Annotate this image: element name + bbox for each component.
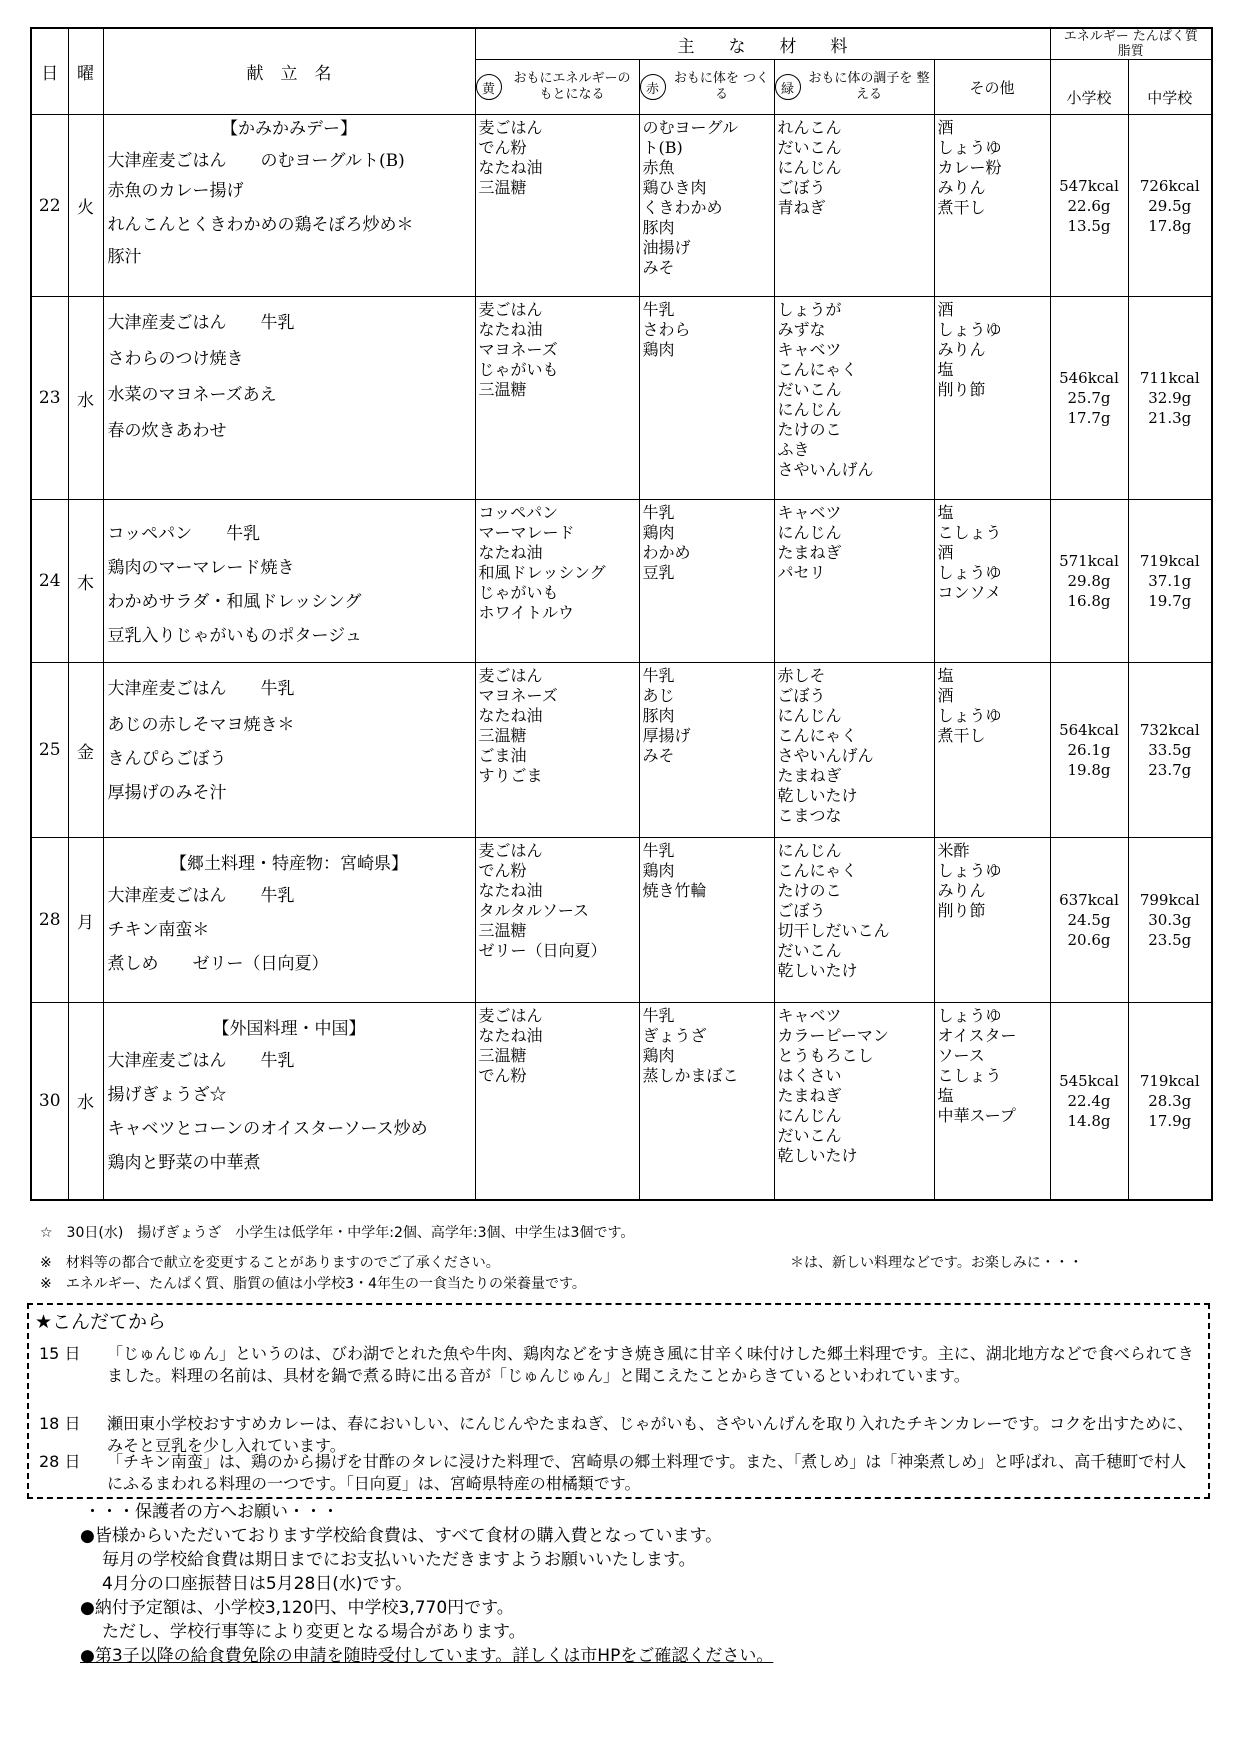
other-ingredients: 酒 しょうゆ みりん 塩 削り節: [934, 297, 1050, 500]
red-ingredients: 牛乳 さわら 鶏肉: [639, 297, 774, 500]
green-ingredients: キャベツ にんじん たまねぎ パセリ: [774, 500, 934, 663]
other-ingredients: 塩 こしょう 酒 しょうゆ コンソメ: [934, 500, 1050, 663]
dish: 大津産麦ごはん 牛乳: [107, 313, 295, 333]
dish: わかめサラダ・和風ドレッシング: [107, 592, 362, 612]
parents-line: ●納付予定額は、小学校3,120円、中学校3,770円です。: [80, 1598, 514, 1618]
day-cell: 30: [31, 1003, 68, 1200]
komdan-entry: [39, 1451, 1199, 1495]
dishes-cell: [103, 1003, 475, 1200]
note-star: ☆ 30日(水) 揚げぎょうざ 小学生は低学年・中学年:2個、高学年:3個、中学生は3個です。: [40, 1225, 635, 1241]
dish: 水菜のマヨネーズあえ: [107, 385, 277, 405]
dishes-cell: [103, 838, 475, 1003]
header-junior-high: 中学校: [1128, 60, 1212, 115]
komdan-entry-date: 15 日: [39, 1344, 81, 1363]
dish: 煮しめ ゼリー（日向夏）: [107, 954, 329, 974]
yellow-ingredients: 麦ごはん なたね油 三温糖 でん粉: [475, 1003, 639, 1200]
elementary-nutrition: 546kcal 25.7g 17.7g: [1050, 297, 1128, 500]
komdan-entry-text: 「チキン南蛮」は、鶏のから揚げを甘酢のタレに浸けた料理で、宮崎県の郷土料理です。また、「煮しめ」は「神楽煮しめ」と呼ばれ、高千穂町で村人にふるまわれる料理の一つです。「日向夏」は、宮崎県特産の柑橘類です。: [107, 1452, 1187, 1493]
event-title: 【かみかみデー】: [221, 119, 357, 139]
red-ingredients: 牛乳 ぎょうざ 鶏肉 蒸しかまぼこ: [639, 1003, 774, 1200]
dish: きんぴらごぼう: [107, 749, 227, 769]
junior-high-nutrition: 711kcal 32.9g 21.3g: [1128, 297, 1212, 500]
dish: 大津産麦ごはん 牛乳: [107, 886, 295, 906]
day-cell: 25: [31, 663, 68, 838]
dish: 鶏肉と野菜の中華煮: [107, 1153, 261, 1173]
elementary-nutrition: 545kcal 22.4g 14.8g: [1050, 1003, 1128, 1200]
junior-high-nutrition: 719kcal 28.3g 17.9g: [1128, 1003, 1212, 1200]
green-mark-icon: 緑: [775, 74, 801, 100]
header-cat-other: その他: [934, 60, 1050, 115]
dish: キャベツとコーンのオイスターソース炒め: [107, 1119, 428, 1139]
table-row: [31, 297, 1212, 500]
yellow-mark-icon: 黄: [476, 74, 502, 100]
dishes-cell: [103, 663, 475, 838]
junior-high-nutrition: 726kcal 29.5g 17.8g: [1128, 115, 1212, 297]
elementary-nutrition: 547kcal 22.6g 13.5g: [1050, 115, 1128, 297]
table-row: [31, 663, 1212, 838]
green-ingredients: キャベツ カラーピーマン とうもろこし はくさい たまねぎ にんじん だいこん 乾しいたけ: [774, 1003, 934, 1200]
dish: 大津産麦ごはん のむヨーグルト(B): [107, 151, 405, 171]
green-ingredients: しょうが みずな キャベツ こんにゃく だいこん にんじん たけのこ ふき さやいんげん: [774, 297, 934, 500]
elementary-nutrition: 564kcal 26.1g 19.8g: [1050, 663, 1128, 838]
header-dow: 曜: [68, 28, 103, 115]
dow-cell: 木: [68, 500, 103, 663]
komdan-entry-text: 「じゅんじゅん」というのは、びわ湖でとれた魚や牛肉、鶏肉などをすき焼き風に甘辛く味付けした郷土料理です。主に、湖北地方などで食べられてきました。料理の名前は、具材を鍋で煮る時に出る音が「じゅんじゅん」と聞こえたことからきているといわれています。: [107, 1344, 1194, 1385]
red-ingredients: のむヨーグル ト(B) 赤魚 鶏ひき肉 くきわかめ 豚肉 油揚げ みそ: [639, 115, 774, 297]
parents-line: ●皆様からいただいております学校給食費は、すべて食材の購入費となっています。: [80, 1526, 723, 1546]
komdan-entry: [39, 1343, 1199, 1409]
dish: れんこんとくきわかめの鶏そぼろ炒め＊: [107, 215, 414, 235]
dish: コッペパン 牛乳: [107, 524, 261, 544]
dish: 揚げぎょうざ☆: [107, 1085, 227, 1105]
dish: あじの赤しそマヨ焼き＊: [107, 715, 295, 735]
komdan-entry-date: 28 日: [39, 1452, 81, 1471]
header-main-ingredients: 主 な 材 料: [475, 28, 1050, 60]
green-ingredients: にんじん こんにゃく たけのこ ごぼう 切干しだいこん だいこん 乾しいたけ: [774, 838, 934, 1003]
red-ingredients: 牛乳 あじ 豚肉 厚揚げ みそ: [639, 663, 774, 838]
parents-title: ・・・保護者の方へお願い・・・: [84, 1502, 339, 1522]
header-cat-red: 赤 おもに体を つくる: [639, 60, 774, 115]
parents-section: [80, 1500, 773, 1668]
dish: 大津産麦ごはん 牛乳: [107, 679, 295, 699]
note-asterisk: ＊は、新しい料理などです。お楽しみに・・・: [790, 1255, 1083, 1271]
other-ingredients: しょうゆ オイスター ソース こしょう 塩 中華スープ: [934, 1003, 1050, 1200]
dishes-cell: [103, 297, 475, 500]
day-cell: 23: [31, 297, 68, 500]
table-row: [31, 500, 1212, 663]
dish: 赤魚のカレー揚げ: [107, 181, 244, 201]
dish: 鶏肉のマーマレード焼き: [107, 558, 295, 578]
yellow-ingredients: 麦ごはん マヨネーズ なたね油 三温糖 ごま油 すりごま: [475, 663, 639, 838]
note-nutrition: ※ エネルギー、たんぱく質、脂質の値は小学校3・4年生の一食当たりの栄養量です。: [40, 1276, 586, 1292]
dow-cell: 水: [68, 1003, 103, 1200]
header-nutrition: エネルギー たんぱく質 脂質: [1050, 28, 1212, 60]
red-ingredients: 牛乳 鶏肉 焼き竹輪: [639, 838, 774, 1003]
dow-cell: 火: [68, 115, 103, 297]
junior-high-nutrition: 732kcal 33.5g 23.7g: [1128, 663, 1212, 838]
day-cell: 22: [31, 115, 68, 297]
dish: 豚汁: [107, 247, 142, 267]
header-elementary: 小学校: [1050, 60, 1128, 115]
dish: さわらのつけ焼き: [107, 349, 244, 369]
parents-line: 4月分の口座振替日は5月28日(水)です。: [102, 1574, 413, 1594]
elementary-nutrition: 571kcal 29.8g 16.8g: [1050, 500, 1128, 663]
dow-cell: 水: [68, 297, 103, 500]
other-ingredients: 酒 しょうゆ カレー粉 みりん 煮干し: [934, 115, 1050, 297]
header-cat-yellow: 黄 おもにエネルギーの もとになる: [475, 60, 639, 115]
dish: 大津産麦ごはん 牛乳: [107, 1051, 295, 1071]
menu-table: [30, 27, 1213, 1201]
yellow-ingredients: 麦ごはん でん粉 なたね油 三温糖: [475, 115, 639, 297]
elementary-nutrition: 637kcal 24.5g 20.6g: [1050, 838, 1128, 1003]
parents-line: ただし、学校行事等により変更となる場合があります。: [102, 1622, 526, 1642]
event-title: 【郷土料理・特産物：宮崎県】: [170, 854, 408, 874]
other-ingredients: 塩 酒 しょうゆ 煮干し: [934, 663, 1050, 838]
dish: 春の炊きあわせ: [107, 421, 227, 441]
day-cell: 24: [31, 500, 68, 663]
note-change: ※ 材料等の都合で献立を変更することがありますのでご了承ください。: [40, 1255, 500, 1271]
header-menu-name: 献 立 名: [103, 28, 475, 115]
dow-cell: 金: [68, 663, 103, 838]
header-cat-green: 緑 おもに体の調子を 整える: [774, 60, 934, 115]
dish: 厚揚げのみそ汁: [107, 783, 227, 803]
table-row: [31, 1003, 1212, 1200]
dish: 豆乳入りじゃがいものポタージュ: [107, 626, 362, 646]
red-mark-icon: 赤: [640, 74, 666, 100]
dishes-cell: [103, 115, 475, 297]
green-ingredients: れんこん だいこん にんじん ごぼう 青ねぎ: [774, 115, 934, 297]
junior-high-nutrition: 799kcal 30.3g 23.5g: [1128, 838, 1212, 1003]
parents-line: 毎月の学校給食費は期日までにお支払いいただきますようお願いいたします。: [102, 1550, 696, 1570]
yellow-ingredients: コッペパン マーマレード なたね油 和風ドレッシング じゃがいも ホワイトルウ: [475, 500, 639, 663]
table-row: [31, 115, 1212, 297]
green-ingredients: 赤しそ ごぼう にんじん こんにゃく さやいんげん たまねぎ 乾しいたけ こまつな: [774, 663, 934, 838]
red-ingredients: 牛乳 鶏肉 わかめ 豆乳: [639, 500, 774, 663]
dishes-cell: [103, 500, 475, 663]
header-day: 日: [31, 28, 68, 115]
junior-high-nutrition: 719kcal 37.1g 19.7g: [1128, 500, 1212, 663]
other-ingredients: 米酢 しょうゆ みりん 削り節: [934, 838, 1050, 1003]
dow-cell: 月: [68, 838, 103, 1003]
komdan-entry-date: 18 日: [39, 1414, 81, 1433]
parents-line-underlined: ●第3子以降の給食費免除の申請を随時受付しています。詳しくは市HPをご確認ください。: [80, 1646, 774, 1666]
dish: チキン南蛮＊: [107, 920, 210, 940]
komdan-box: [27, 1303, 1210, 1499]
komdan-title: ★こんだてから: [35, 1311, 167, 1333]
yellow-ingredients: 麦ごはん なたね油 マヨネーズ じゃがいも 三温糖: [475, 297, 639, 500]
yellow-ingredients: 麦ごはん でん粉 なたね油 タルタルソース 三温糖 ゼリー（日向夏）: [475, 838, 639, 1003]
komdan-entry-text: 瀬田東小学校おすすめカレーは、春においしい、にんじんやたまねぎ、じゃがいも、さやいんげんを取り入れたチキンカレーです。コクを出すために、みそと豆乳を少し入れています。: [107, 1414, 1194, 1455]
event-title: 【外国料理・中国】: [212, 1019, 366, 1039]
day-cell: 28: [31, 838, 68, 1003]
table-row: [31, 838, 1212, 1003]
